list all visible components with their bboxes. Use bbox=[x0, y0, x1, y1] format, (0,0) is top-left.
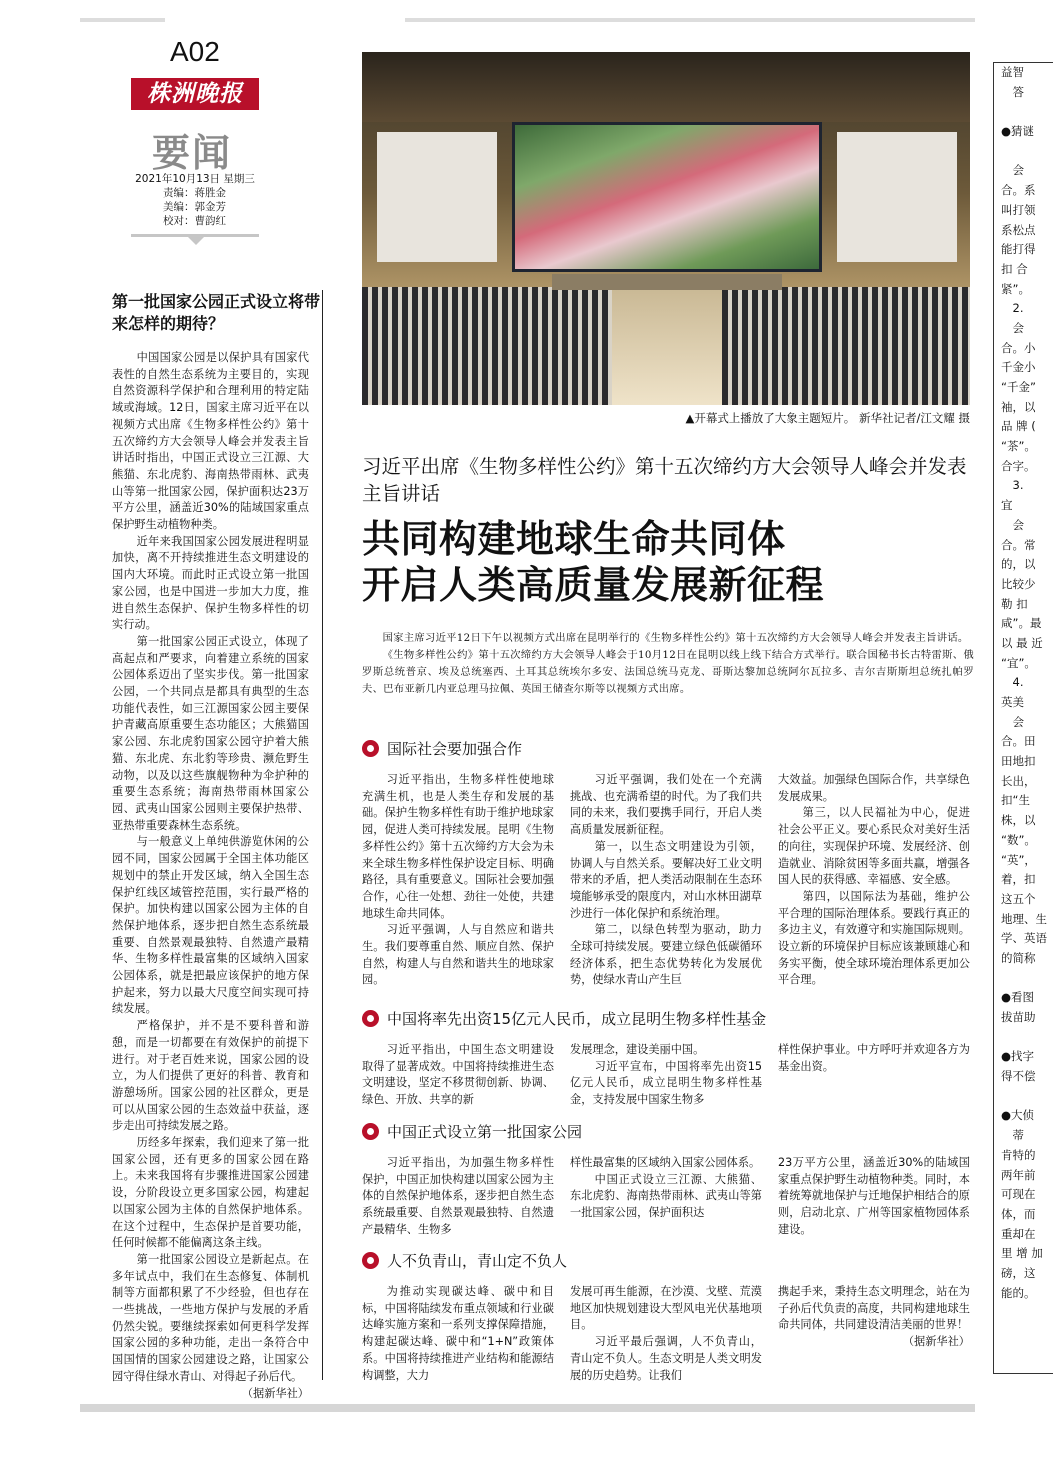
paragraph: 第四，以国际法为基础，维护公平合理的国际治理体系。要践行真正的多边主义，有效遵守和实施国际规则。设立新的环境保护目标应该兼顾雄心和务实平衡，使全球环境治理体系更加公平合理。 bbox=[778, 889, 970, 987]
paragraph: 发展理念，建设美丽中国。 bbox=[570, 1043, 705, 1056]
designer: 美编：郭金芳 bbox=[163, 201, 226, 213]
section-heading-text: 中国正式设立第一批国家公园 bbox=[387, 1123, 583, 1141]
section-heading bbox=[362, 1250, 567, 1271]
text-column bbox=[778, 1155, 970, 1239]
section-heading bbox=[362, 1121, 582, 1142]
text-column bbox=[362, 1042, 554, 1109]
text-line: 得不偿 bbox=[1001, 1069, 1036, 1084]
text-column bbox=[362, 772, 554, 989]
section-body bbox=[362, 1042, 972, 1109]
paragraph: 国家主席习近平12日下午以视频方式出席在昆明举行的《生物多样性公约》第十五次缔约方大会领导人峰会并发表主旨讲话。 bbox=[382, 632, 969, 644]
text-line: 千金小 bbox=[1001, 360, 1036, 375]
section-body bbox=[362, 1155, 972, 1239]
paragraph: 习近平强调，人与自然应和谐共生。我们要尊重自然、顺应自然、保护自然，构建人与自然和谐共生的地球家园。 bbox=[362, 923, 554, 987]
arrow-down-icon bbox=[188, 237, 204, 245]
conference-photo bbox=[362, 52, 970, 405]
text-line: ●大侦 bbox=[1001, 1108, 1035, 1123]
text-line: 咸”。最 bbox=[1001, 616, 1042, 631]
text-line: 益智 bbox=[1001, 65, 1024, 79]
source: （据新华社） bbox=[902, 1335, 970, 1349]
paragraph: 习近平宣布，中国将率先出资15亿元人民币，成立昆明生物多样性基金，支持发展中国家生物多 bbox=[570, 1059, 762, 1107]
adjacent-column-puzzles bbox=[993, 62, 1053, 1374]
text-line: ●看图 bbox=[1001, 990, 1035, 1005]
section-heading bbox=[362, 1008, 766, 1029]
text-line: 重却在 bbox=[1001, 1226, 1036, 1241]
text-line: 田地扣 bbox=[1001, 754, 1036, 769]
text-column bbox=[778, 1284, 970, 1384]
paragraph: 第一，以生态文明建设为引领，协调人与自然关系。要解决好工业文明带来的矛盾，把人类活动限制在生态环境能够承受的限度内，对山水林田湖草沙进行一体化保护和系统治理。 bbox=[570, 839, 762, 920]
date: 2021年10月13日 星期三 bbox=[135, 173, 255, 185]
paragraph: 23万平方公里，涵盖近30%的陆域国家重点保护野生动植物种类。同时，本着统筹就地保护与迁地保护相结合的原则，启动北京、广州等国家植物园体系建设。 bbox=[778, 1156, 970, 1236]
column-divider bbox=[322, 290, 323, 1380]
text-line: 袖，以 bbox=[1001, 399, 1036, 414]
text-line: 着，扣 bbox=[1001, 872, 1036, 887]
paragraph: 第一批国家公园设立是新起点。在多年试点中，我们在生态修复、体制机制等方面都积累了不少经验，但也存在一些挑战，一些地方保护与发展的矛盾仍然尖锐。要继续探索如何更科学发挥国家公园的多种功能，走出一条符合中国国情的国家公园建设之路，让国家公园守得住绿水青山、对得起子孙后代。 bbox=[112, 1252, 309, 1383]
text-line: 拔苗助 bbox=[1001, 1010, 1036, 1024]
headline-line: 开启人类高质量发展新征程 bbox=[362, 563, 825, 607]
paragraph: 第一批国家公园正式设立，体现了高起点和严要求，向着建立系统的国家公园体系迈出了坚实步伐。第一批国家公园，一个共同点是都具有典型的生态功能代表性，如三江源国家公园主要保护青藏高原重要生态功能区；大熊猫国家公园、东北虎豹国家公园守护着大熊猫、东北虎、东北豹等珍贵、濒危野生动物，以及以这些旗舰物种为伞护种的重要生态系统；海南热带雨林国家公园、武夷山国家公园则主要保护热带、亚热带重要森林生态系统。 bbox=[112, 634, 309, 832]
main-headline bbox=[362, 516, 972, 608]
text-line bbox=[1001, 102, 1053, 122]
text-line: “数”。 bbox=[1001, 832, 1036, 847]
top-rule bbox=[405, 18, 975, 22]
lead-paragraph bbox=[362, 630, 974, 698]
text-line: 勒 扣 bbox=[1001, 596, 1028, 611]
text-line: 会 bbox=[1001, 320, 1024, 335]
paragraph: 中国国家公园是以保护具有国家代表性的自然生态系统为主要目的，实现自然资源科学保护和合理利用的特定陆域或海域。12日，国家主席习近平在以视频方式出席《生物多样性公约》第十五次缔约方大会领导人峰会并发表主旨讲话时指出，中国正式设立三江源、大熊猫、东北虎豹、海南热带雨林、武夷山等第一批国家公园，保护面积达23万平方公里，涵盖近30%的陆域国家重点保护野生动植物种类。 bbox=[112, 351, 309, 532]
ring-bullet-icon bbox=[362, 1010, 379, 1027]
text-line: 蒂 bbox=[1001, 1128, 1024, 1143]
paragraph: 历经多年探索，我们迎来了第一批国家公园，还有更多的国家公园在路上。未来我国将有步骤推进国家公园建设，分阶段设立更多国家公园，构建起以国家公园为主体的自然保护地体系。在这个过程中，生态保护是首要功能，任何时候都不能偏离这条主线。 bbox=[112, 1136, 309, 1250]
text-line: 磅，这 bbox=[1001, 1265, 1036, 1280]
paragraph: 样性保护事业。中方呼吁并欢迎各方为基金出资。 bbox=[778, 1043, 970, 1073]
text-line: 可现在 bbox=[1001, 1187, 1036, 1202]
page-number: A02 bbox=[170, 36, 220, 67]
ring-bullet-icon bbox=[362, 1123, 379, 1140]
paragraph: 发展可再生能源，在沙漠、戈壁、荒漠地区加快规划建设大型风电光伏基地项目。 bbox=[570, 1285, 762, 1332]
paragraph: 严格保护，并不是不要科普和游憩，而是一切都要在有效保护的前提下进行。对于老百姓来说，国家公园的设立，为人们提供了更好的科普、教育和游憩场所。国家公园的社区群众，更是可以从国家公园的生态效益中获益，逐步走出可持续发展之路。 bbox=[112, 1019, 309, 1133]
paragraph: 近年来我国国家公园发展进程明显加快，离不开持续推进生态文明建设的国内大环境。而此时正式设立第一批国家公园，也是中国进一步加大力度，推进自然生态保护、保护生物多样性的切实行动。 bbox=[112, 534, 309, 632]
text-column bbox=[778, 1042, 970, 1109]
deck-headline: 习近平出席《生物多样性公约》第十五次缔约方大会领导人峰会并发表主旨讲话 bbox=[362, 455, 967, 505]
text-line: 品 牌 ( bbox=[1001, 419, 1036, 434]
section-heading-text: 国际社会要加强合作 bbox=[387, 740, 523, 758]
paragraph: 第二，以绿色转型为驱动，助力全球可持续发展。要建立绿色低碳循环经济体系，把生态优势转化为发展优势，使绿水青山产生巨 bbox=[570, 923, 762, 987]
section-body bbox=[362, 1284, 972, 1384]
text-column bbox=[570, 1042, 762, 1109]
text-column bbox=[362, 1155, 554, 1239]
text-column bbox=[570, 1284, 762, 1384]
side-article-body bbox=[112, 350, 309, 1402]
text-line: 合。常 bbox=[1001, 537, 1036, 552]
paragraph: 习近平指出，为加强生物多样性保护，中国正加快构建以国家公园为主体的自然保护地体系，逐步把自然生态系统最重要、自然景观最独特、自然遗产最精华、生物多 bbox=[362, 1156, 554, 1236]
text-line: 这五个 bbox=[1001, 891, 1036, 906]
paragraph: 大效益。加强绿色国际合作，共享绿色发展成果。 bbox=[778, 773, 970, 803]
text-line: 扣“生 bbox=[1001, 793, 1030, 808]
source: （据新华社） bbox=[241, 1386, 309, 1400]
text-line: 宜 bbox=[1001, 498, 1013, 513]
text-line: “宜”。 bbox=[1001, 655, 1036, 670]
text-line: 英美 bbox=[1001, 695, 1024, 709]
text-line: ●找字 bbox=[1001, 1049, 1035, 1064]
text-line: 扣 合 bbox=[1001, 261, 1028, 276]
text-column bbox=[362, 1284, 554, 1384]
section-body bbox=[362, 772, 972, 989]
section-heading bbox=[362, 738, 522, 759]
proofreader: 校对：曹韵红 bbox=[163, 215, 226, 227]
text-line: 合。系 bbox=[1001, 183, 1036, 198]
stage-screen bbox=[512, 122, 822, 272]
paragraph: 与一般意义上单纯供游览休闲的公园不同，国家公园属于全国主体功能区规划中的禁止开发区域，纳入全国生态保护红线区域管控范围，实行最严格的保护。加快构建以国家公园为主体的自然保护地体系，逐步把自然生态系统最重要、自然景观最独特、自然遗产最精华、生物多样性最富集的区域纳入国家公园体系，就是把最应该保护的地方保护起来，努力以最大尺度空间实现可持续发展。 bbox=[112, 835, 309, 1016]
paragraph: 习近平指出，生物多样性使地球充满生机，也是人类生存和发展的基础。保护生物多样性有助于维护地球家园，促进人类可持续发展。昆明《生物多样性公约》第十五次缔约方大会为未来全球生物多样性保护设定目标、明确路径，具有重要意义。国际社会要加强合作，心往一处想、劲往一处使，共建地球生命共同体。 bbox=[362, 773, 554, 920]
ring-bullet-icon bbox=[362, 740, 379, 757]
text-line: 能的。 bbox=[1001, 1285, 1036, 1300]
text-line: 合。田 bbox=[1001, 734, 1036, 749]
text-column bbox=[570, 772, 762, 989]
bottom-band bbox=[80, 1404, 975, 1412]
text-line: 长出， bbox=[1001, 773, 1036, 788]
paragraph: 第三，以人民福祉为中心，促进社会公平正义。要心系民众对美好生活的向往，实现保护环境、发展经济、创造就业、消除贫困等多面共赢，增强各国人民的获得感、幸福感、安全感。 bbox=[778, 806, 970, 887]
masthead-meta bbox=[130, 172, 260, 228]
text-line: 会 bbox=[1001, 714, 1024, 729]
text-line: 里 增 加 bbox=[1001, 1246, 1043, 1261]
text-line: 的，以 bbox=[1001, 557, 1036, 572]
paragraph: 《生物多样性公约》第十五次缔约方大会领导人峰会于10月12日在昆明以线上线下结合方式举行。联合国秘书长古特雷斯、俄罗斯总统普京、埃及总统塞西、土耳其总统埃尔多安、法国总统马克龙、哥斯达黎加总统阿尔瓦拉多、吉尔吉斯斯坦总统扎帕罗夫、巴布亚新几内亚总理马拉佩、英国王储查尔斯等以视频方式出席。 bbox=[362, 649, 974, 695]
text-line bbox=[1001, 969, 1053, 989]
section-heading-text: 人不负青山，青山定不负人 bbox=[387, 1252, 568, 1270]
text-line: “茶”。 bbox=[1001, 439, 1036, 454]
text-line: 合字。 bbox=[1001, 458, 1036, 473]
text-line: ●猜谜 bbox=[1001, 124, 1035, 139]
text-line: 地理、生 bbox=[1001, 911, 1047, 926]
text-column bbox=[778, 772, 970, 989]
photo-caption: ▲开幕式上播放了大象主题短片。 新华社记者/江文耀 摄 bbox=[685, 411, 970, 425]
headline-line: 共同构建地球生命共同体 bbox=[362, 517, 786, 561]
text-line: 能打得 bbox=[1001, 242, 1036, 257]
text-line: 系松点 bbox=[1001, 222, 1036, 237]
text-line: 答 bbox=[1001, 84, 1024, 99]
text-line: 的简称 bbox=[1001, 950, 1036, 965]
text-line bbox=[1001, 142, 1053, 162]
text-line: 学、英语 bbox=[1001, 931, 1047, 946]
text-line bbox=[1001, 1028, 1053, 1048]
text-line: 以 最 近 bbox=[1001, 635, 1043, 650]
top-rule bbox=[80, 18, 165, 22]
text-line: 两年前 bbox=[1001, 1167, 1036, 1182]
text-line: 4. bbox=[1001, 675, 1024, 690]
paragraph: 习近平指出，中国生态文明建设取得了显著成效。中国将持续推进生态文明建设，坚定不移贯彻创新、协调、绿色、开放、共享的新 bbox=[362, 1043, 554, 1107]
text-line bbox=[1001, 1087, 1053, 1107]
section-heading-text: 中国将率先出资15亿元人民币，成立昆明生物多样性基金 bbox=[387, 1010, 767, 1028]
text-line: 株，以 bbox=[1001, 813, 1036, 828]
newspaper-logo: 株洲晚报 bbox=[131, 78, 259, 110]
text-line: 会 bbox=[1001, 163, 1024, 178]
text-column bbox=[570, 1155, 762, 1239]
side-article-title: 第一批国家公园正式设立将带来怎样的期待？ bbox=[112, 292, 321, 333]
text-line: 3. bbox=[1001, 478, 1024, 493]
text-line: 合。小 bbox=[1001, 340, 1036, 355]
paragraph: 携起手来，秉持生态文明理念，站在为子孙后代负责的高度，共同构建地球生命共同体，共同建设清洁美丽的世界！ bbox=[778, 1285, 970, 1332]
text-line: 体，而 bbox=[1001, 1206, 1036, 1221]
text-line: 2. bbox=[1001, 301, 1024, 316]
paragraph: 习近平最后强调，人不负青山，青山定不负人。生态文明是人类文明发展的历史趋势。让我们 bbox=[570, 1335, 762, 1382]
text-line: 叫打领 bbox=[1001, 202, 1036, 217]
paragraph: 中国正式设立三江源、大熊猫、东北虎豹、海南热带雨林、武夷山等第一批国家公园，保护面积达 bbox=[570, 1172, 762, 1220]
text-line: “千金” bbox=[1001, 380, 1036, 394]
editor: 责编：蒋胜金 bbox=[163, 187, 226, 199]
text-line: 比较少 bbox=[1001, 576, 1036, 591]
paragraph: 为推动实现碳达峰、碳中和目标，中国将陆续发布重点领域和行业碳达峰实施方案和一系列支撑保障措施，构建起碳达峰、碳中和“1+N”政策体系。中国将持续推进产业结构和能源结构调整，大力 bbox=[362, 1285, 554, 1382]
text-line: 紧”。 bbox=[1001, 281, 1030, 296]
text-line: 会 bbox=[1001, 517, 1024, 532]
text-line: 肯特的 bbox=[1001, 1147, 1036, 1162]
section-title: 要闻 bbox=[152, 130, 233, 175]
ring-bullet-icon bbox=[362, 1252, 379, 1269]
paragraph: 样性最富集的区域纳入国家公园体系。 bbox=[570, 1156, 761, 1169]
paragraph: 习近平强调，我们处在一个充满挑战、也充满希望的时代。为了我们共同的未来，我们要携手同行，开启人类高质量发展新征程。 bbox=[570, 773, 762, 837]
text-line: “英”， bbox=[1001, 852, 1036, 867]
